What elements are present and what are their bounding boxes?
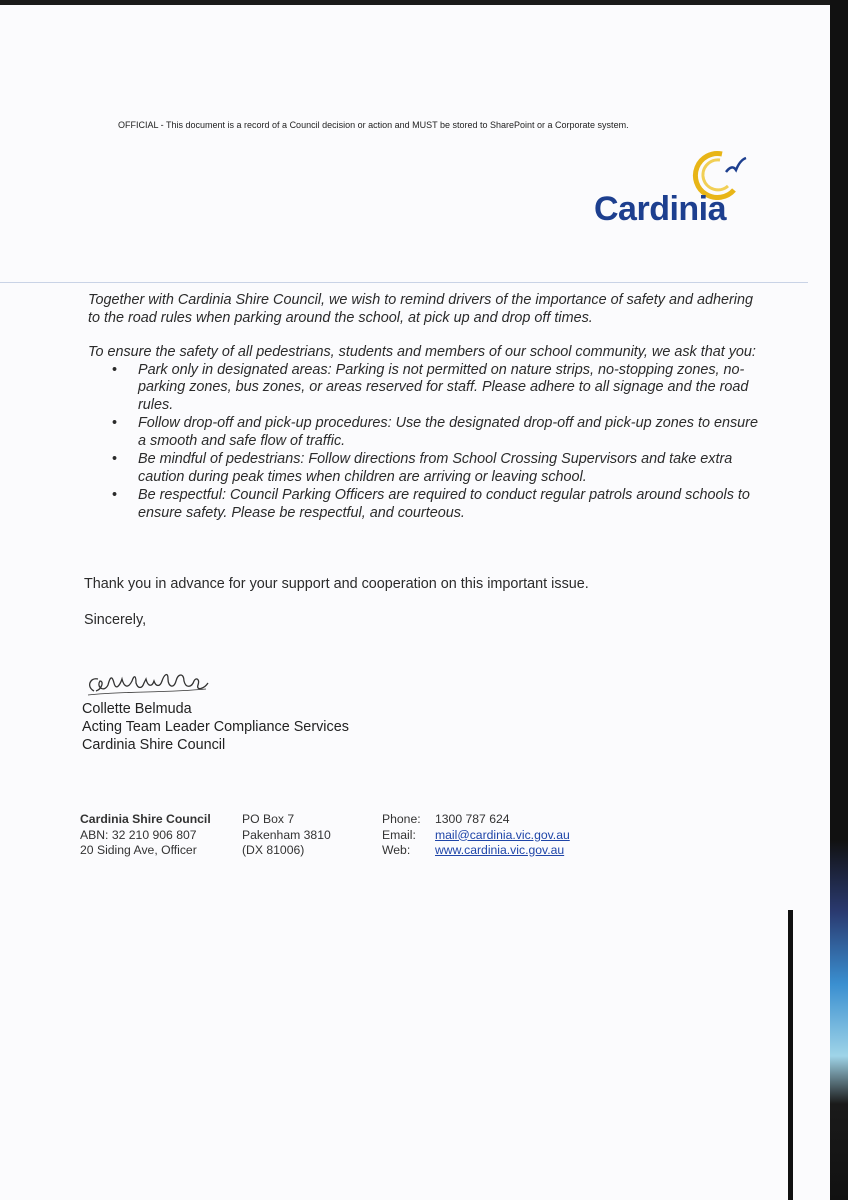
cardinia-logo bbox=[594, 150, 754, 234]
thanks-text: Thank you in advance for your support and cooperation on this important issue. bbox=[84, 576, 589, 592]
footer-postal-column bbox=[242, 812, 331, 859]
item-lead: Be respectful bbox=[138, 487, 222, 503]
list-item bbox=[138, 487, 758, 522]
item-text: Use the designated drop-off and pick-up zones to ensure a smooth and safe flow of traffic. bbox=[138, 415, 758, 449]
footer-abn: ABN: 32 210 906 807 bbox=[80, 827, 197, 842]
item-text: Follow directions from School Crossing Supervisors and take extra caution during peak times when children are arriving or leaving school. bbox=[138, 451, 733, 485]
sincerely-text: Sincerely, bbox=[84, 612, 147, 628]
footer-suburb: Pakenham 3810 bbox=[242, 827, 331, 842]
official-notice: OFFICIAL - This document is a record of a Council decision or action and MUST be stored to SharePoint or a Corporate system. bbox=[118, 120, 629, 130]
footer-phone: 1300 787 624 bbox=[435, 812, 510, 826]
item-lead: Be mindful of pedestrians: bbox=[138, 451, 305, 467]
notice-body bbox=[88, 292, 758, 523]
list-item bbox=[138, 451, 758, 486]
notice-intro: Together with Cardinia Shire Council, we wish to remind drivers of the importance of safety and adhering to the road rules when parking around the school, at pick up and drop off times. bbox=[88, 292, 753, 326]
footer-org-name: Cardinia Shire Council bbox=[80, 812, 211, 826]
notice-ask: To ensure the safety of all pedestrians, students and members of our school community, we ask that you: bbox=[88, 344, 756, 360]
item-lead: Park only in designated areas: bbox=[138, 361, 332, 378]
scan-right-edge bbox=[830, 0, 848, 1200]
scan-top-edge bbox=[0, 0, 830, 5]
footer-web-label: Web: bbox=[382, 843, 411, 857]
item-text: Parking is not permitted on nature strips, no-stopping zones, no-parking zones, bus zones, or areas reserved for staff. Please adhere to all signage and the road rules. bbox=[138, 361, 749, 413]
footer-phone-label: Phone: bbox=[382, 812, 421, 826]
footer-org-column bbox=[80, 812, 211, 859]
signatory-title: Acting Team Leader Compliance Services bbox=[82, 719, 349, 735]
signatory-org: Cardinia Shire Council bbox=[82, 737, 226, 753]
signatory-block bbox=[82, 700, 349, 754]
scan-artifact-bar bbox=[788, 910, 793, 1200]
footer-labels-column bbox=[382, 812, 421, 859]
guidelines-list bbox=[88, 362, 758, 523]
footer-dx: (DX 81006) bbox=[242, 843, 305, 857]
logo-wordmark: Cardinia bbox=[594, 190, 727, 228]
header-divider bbox=[0, 282, 808, 283]
footer-po-box: PO Box 7 bbox=[242, 812, 295, 826]
list-item bbox=[138, 362, 758, 415]
item-lead: Follow drop-off and pick-up procedures: bbox=[138, 415, 392, 431]
footer-email-link[interactable]: mail@cardinia.vic.gov.au bbox=[435, 827, 570, 842]
footer-web-link[interactable]: www.cardinia.vic.gov.au bbox=[435, 843, 565, 857]
footer-email-label: Email: bbox=[382, 827, 416, 842]
item-text: : Council Parking Officers are required to conduct regular patrols around schools to ensure safety. Please be respectful, and courteous. bbox=[138, 487, 750, 521]
footer-contact-column bbox=[435, 812, 570, 859]
signatory-name: Collette Belmuda bbox=[82, 701, 192, 717]
handwritten-signature bbox=[84, 665, 214, 703]
list-item bbox=[138, 415, 758, 450]
footer-address: 20 Siding Ave, Officer bbox=[80, 843, 197, 857]
